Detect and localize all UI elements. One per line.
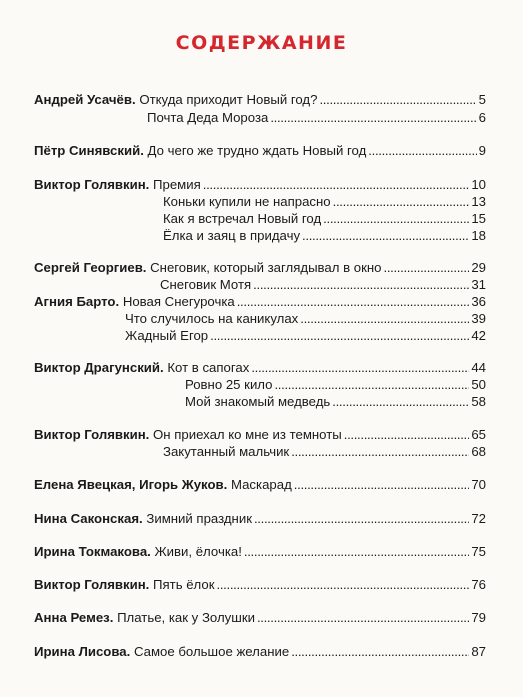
entry-page-number: 13	[471, 194, 486, 209]
entry-title: Откуда приходит Новый год?	[139, 92, 318, 107]
entry-author: Ирина Лисова.	[34, 644, 131, 659]
entry-title: Ёлка и заяц в придачу	[163, 228, 301, 243]
entry-title: Премия	[153, 177, 201, 192]
toc-entry	[185, 392, 486, 412]
toc-entry	[147, 108, 486, 128]
entry-author: Виктор Голявкин.	[34, 427, 150, 442]
entry-page-number: 68	[471, 444, 486, 459]
entry-title: Как я встречал Новый год	[163, 211, 322, 226]
entry-author: Виктор Драгунский.	[34, 360, 164, 375]
entry-author: Анна Ремез.	[34, 610, 114, 625]
entry-title: Жадный Егор	[125, 328, 209, 343]
entry-page-number: 6	[478, 110, 486, 125]
entry-title: До чего же трудно ждать Новый год	[147, 143, 367, 158]
entry-title: Снеговик Мотя	[160, 277, 252, 292]
dot-leader	[244, 542, 469, 562]
entry-title: Живи, ёлочка!	[154, 544, 242, 559]
entry-page-number: 72	[471, 511, 486, 526]
entry-page-number: 70	[471, 477, 486, 492]
toc-entry	[34, 542, 486, 562]
dot-leader	[302, 226, 469, 246]
entry-author: Пётр Синявский.	[34, 143, 144, 158]
toc-entry	[34, 509, 486, 529]
entry-title: Ровно 25 кило	[185, 377, 273, 392]
entry-author: Нина Саконская.	[34, 511, 143, 526]
toc-entry	[34, 642, 486, 662]
entry-title: Пять ёлок	[153, 577, 215, 592]
toc-entry	[125, 326, 486, 346]
dot-leader	[291, 442, 469, 462]
entry-author: Андрей Усачёв.	[34, 92, 136, 107]
entry-title: Он приехал ко мне из темноты	[153, 427, 342, 442]
entry-page-number: 9	[478, 143, 486, 158]
dot-leader	[332, 392, 469, 412]
entry-page-number: 65	[471, 427, 486, 442]
entry-page-number: 79	[471, 610, 486, 625]
entry-page-number: 44	[471, 360, 486, 375]
entry-title: Мой знакомый медведь	[185, 394, 331, 409]
dot-leader	[210, 326, 469, 346]
dot-leader	[294, 475, 470, 495]
dot-leader	[217, 575, 470, 595]
entry-page-number: 29	[471, 260, 486, 275]
entry-title: Новая Снегурочка	[122, 294, 235, 309]
entry-title: Закутанный мальчик	[163, 444, 290, 459]
entry-title: Самое большое желание	[133, 644, 290, 659]
entry-author: Агния Барто.	[34, 294, 120, 309]
entry-page-number: 42	[471, 328, 486, 343]
toc-entry	[34, 608, 486, 628]
entry-page-number: 87	[471, 644, 486, 659]
entry-author: Сергей Георгиев.	[34, 260, 147, 275]
entry-title: Снеговик, который заглядывал в окно	[150, 260, 382, 275]
entry-page-number: 58	[471, 394, 486, 409]
entry-page-number: 36	[471, 294, 486, 309]
entry-page-number: 5	[478, 92, 486, 107]
dot-leader	[368, 141, 476, 161]
toc-entry	[34, 475, 486, 495]
entry-author: Виктор Голявкин.	[34, 577, 150, 592]
entry-title: Платье, как у Золушки	[117, 610, 255, 625]
toc-entry	[34, 575, 486, 595]
entry-title: Почта Деда Мороза	[147, 110, 269, 125]
entry-title: Кот в сапогах	[167, 360, 250, 375]
toc-entry	[163, 442, 486, 462]
entry-author: Ирина Токмакова.	[34, 544, 151, 559]
dot-leader	[270, 108, 476, 128]
dot-leader	[254, 509, 469, 529]
dot-leader	[257, 608, 469, 628]
entry-page-number: 15	[471, 211, 486, 226]
entry-author: Виктор Голявкин.	[34, 177, 150, 192]
toc-entry	[34, 90, 486, 110]
entry-title: Маскарад	[230, 477, 292, 492]
entry-title: Коньки купили не напрасно	[163, 194, 331, 209]
entry-page-number: 31	[471, 277, 486, 292]
entry-page-number: 18	[471, 228, 486, 243]
entry-page-number: 10	[471, 177, 486, 192]
toc-entry	[34, 141, 486, 161]
page-title: СОДЕРЖАНИЕ	[175, 32, 348, 54]
entry-page-number: 75	[471, 544, 486, 559]
entry-page-number: 50	[471, 377, 486, 392]
entry-author: Елена Явецкая, Игорь Жуков.	[34, 477, 228, 492]
toc-entry	[163, 226, 486, 246]
entry-title: Зимний праздник	[146, 511, 252, 526]
dot-leader	[291, 642, 469, 662]
dot-leader	[319, 90, 476, 110]
entry-title: Что случилось на каникулах	[125, 311, 299, 326]
entry-page-number: 39	[471, 311, 486, 326]
entry-page-number: 76	[471, 577, 486, 592]
